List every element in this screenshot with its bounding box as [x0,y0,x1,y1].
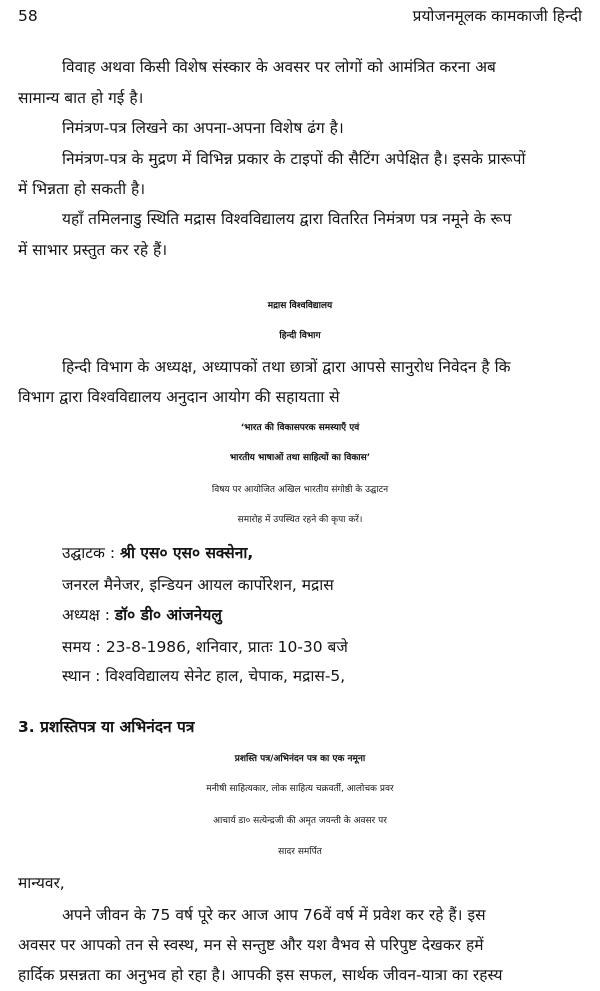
invitation-body: विभाग द्वारा विश्वविद्यालय अनुदान आयोग की सहायताा से [18,388,340,406]
inaugurator-label: उद्घाटक : [62,544,116,562]
intro-line: यहाँ तमिलनाडु स्थिति मद्रास विश्वविद्यालय द्वारा वितरित निमंत्रण पत्र नमूने के रूप [62,210,512,228]
university-title: मद्रास विश्वविद्यालय [267,301,333,311]
venue-line: स्थान : विश्वविद्यालय सेनेट हाल, चेपाक, मद्रास-5, [62,667,346,685]
section-heading: 3. प्रशस्तिपत्र या अभिनंदन पत्र [18,718,195,736]
sample-title: प्रशस्ति पत्र/अभिनंदन पत्र का एक नमूना [234,754,366,764]
inaugurator-title: जनरल मैनेजर, इन्डियन आयल कार्पोरेशन, मद्रास [62,576,334,594]
dedication-line: मनीषी साहित्यकार, लोक साहित्य चक्रवर्ती, आलोचक प्रवर [206,784,394,794]
intro-line: निमंत्रण-पत्र के मुद्रण में विभिन्न प्रकार के टाइपों की सैटिंग अपेक्षित है। इसके प्रारूपों [62,150,526,168]
president-line [62,605,222,625]
seminar-topic: ‘भारत की विकासपरक समस्याएँ एवं [240,423,360,433]
dedication-line: आचार्य डा० सत्येन्द्रजी की अमृत जयन्ती के अवसर पर [213,816,387,826]
letter-line: अपने जीवन के 75 वर्ष पूरे कर आज आप 76वें वर्ष में प्रवेश कर रहे हैं। इस [62,906,486,924]
intro-line: में साभार प्रस्तुत कर रहे हैं। [18,241,168,259]
intro-line: सामान्य बात हो गई है। [18,89,144,107]
invitation-body: हिन्दी विभाग के अध्यक्ष, अध्यापकों तथा छात्रों द्वारा आपसे सानुरोध निवेदन है कि [62,358,511,376]
invitation-body: विषय पर आयोजित अखिल भारतीय संगोष्ठी के उद्घाटन [211,485,389,495]
invitation-body: समारोह में उपस्थित रहने की कृपा करें। [237,515,363,525]
page-number: 58 [18,7,38,25]
intro-line: निमंत्रण-पत्र लिखने का अपना-अपना विशेष ढंग है। [62,119,344,137]
president-label: अध्यक्ष : [62,606,110,624]
department-title: हिन्दी विभाग [279,331,321,341]
inaugurator-line [62,543,253,563]
time-line: समय : 23-8-1986, शनिवार, प्रातः 10-30 बजे [62,638,348,656]
letter-line: अवसर पर आपको तन से स्वस्थ, मन से सन्तुष्ट और यश वैभव से परिपुष्ट देखकर हमें [18,936,484,954]
salutation: मान्यवर, [18,874,65,892]
intro-line: विवाह अथवा किसी विशेष संस्कार के अवसर पर लोगों को आमंत्रित करना अब [62,58,496,76]
dedication-line: सादर समर्पित [278,847,322,857]
letter-line: हार्दिक प्रसन्नता का अनुभव हो रहा है। आपकी इस सफल, सार्थक जीवन-यात्रा का रहस्य [18,966,503,984]
running-title: प्रयोजनमूलक कामकाजी हिन्दी [412,7,582,25]
inaugurator-name: श्री एस० एस० सक्सेना, [120,544,254,562]
president-name: डॉ० डी० आंजनेयलु [114,606,222,624]
seminar-topic: भारतीय भाषाओं तथा साहित्यों का विकास’ [229,453,371,463]
intro-line: में भिन्नता हो सकती है। [18,180,146,198]
